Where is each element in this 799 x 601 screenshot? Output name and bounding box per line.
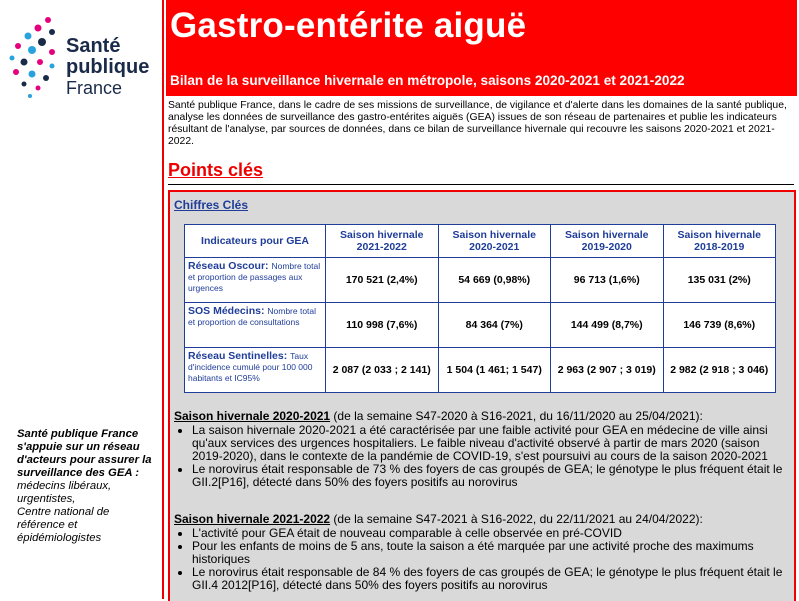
season-2021-2022-section bbox=[174, 513, 788, 592]
title-banner bbox=[166, 0, 797, 96]
indicator-desc: Nombre total et proportion de consultations bbox=[188, 306, 317, 327]
sante-publique-france-logo bbox=[8, 14, 158, 104]
value-cell: 84 364 (7%) bbox=[438, 303, 551, 348]
logo-line-3: France bbox=[66, 78, 123, 98]
column-header: Indicateurs pour GEA bbox=[185, 225, 326, 258]
chiffres-cles-link[interactable]: Chiffres Clés bbox=[174, 198, 249, 212]
sidebar-note-item: urgentistes, bbox=[17, 493, 76, 505]
sidebar bbox=[0, 0, 162, 599]
page-title: Gastro-entérite aiguë bbox=[170, 6, 527, 45]
value-cell: 144 499 (8,7%) bbox=[551, 303, 664, 348]
column-header: Saison hivernale 2020-2021 bbox=[438, 225, 551, 258]
column-header: Saison hivernale 2019-2020 bbox=[551, 225, 664, 258]
season-title: Saison hivernale 2021-2022 bbox=[174, 512, 331, 526]
main-content bbox=[164, 0, 799, 599]
table-header-row bbox=[185, 225, 776, 258]
list-item: • Le norovirus était responsable de 84 % des foyers de cas groupés de GEA; le génotype le plus fréquent était le GII.4 2012[P16], détecté dans 50% des foyers positifs au norovirus bbox=[192, 566, 788, 592]
value-cell: 170 521 (2,4%) bbox=[326, 258, 439, 303]
table-row bbox=[185, 303, 776, 348]
key-figures-table bbox=[184, 224, 776, 393]
dots-logo-icon bbox=[8, 14, 64, 104]
season-title: Saison hivernale 2020-2021 bbox=[174, 409, 331, 423]
value-cell: 1 504 (1 461; 1 547) bbox=[438, 348, 551, 393]
sidebar-note-item: médecins libéraux, bbox=[17, 480, 112, 492]
value-cell: 2 087 (2 033 ; 2 141) bbox=[326, 348, 439, 393]
value-cell: 54 669 (0,98%) bbox=[438, 258, 551, 303]
indicator-cell bbox=[185, 348, 326, 393]
logo-line-1: Santé bbox=[66, 35, 121, 57]
list-item: • L'activité pour GEA était de nouveau comparable à celle observée en pré-COVID bbox=[192, 527, 788, 540]
value-cell: 146 739 (8,6%) bbox=[663, 303, 776, 348]
heading-rule bbox=[168, 184, 794, 185]
indicator-cell bbox=[185, 303, 326, 348]
page-subtitle: Bilan de la surveillance hivernale en métropole, saisons 2020-2021 et 2021-2022 bbox=[170, 73, 685, 88]
indicator-desc: Nombre total et proportion de passages aux urgences bbox=[188, 261, 321, 293]
value-cell: 2 982 (2 918 ; 3 046) bbox=[663, 348, 776, 393]
indicator-cell bbox=[185, 258, 326, 303]
sidebar-note bbox=[17, 428, 157, 545]
indicator-name: Réseau Oscour: bbox=[188, 260, 269, 272]
list-item: • Le norovirus était responsable de 73 % des foyers de cas groupés de GEA; le génotype le plus fréquent était le GII.2[P16], détecté dans 50% des foyers positifs au norovirus bbox=[192, 463, 788, 489]
season-period: (de la semaine S47-2020 à S16-2021, du 16/11/2020 au 25/04/2021): bbox=[330, 409, 703, 423]
sidebar-note-heading: Santé publique France s'appuie sur un réseau d'acteurs pour assurer la surveillance des GEA : bbox=[17, 428, 152, 479]
points-cles-heading: Points clés bbox=[168, 160, 264, 180]
value-cell: 96 713 (1,6%) bbox=[551, 258, 664, 303]
season-period: (de la semaine S47-2021 à S16-2022, du 22/11/2021 au 24/04/2022): bbox=[330, 512, 703, 526]
indicator-name: Réseau Sentinelles: bbox=[188, 350, 288, 362]
season-bullets bbox=[174, 424, 788, 489]
table-row bbox=[185, 348, 776, 393]
list-item: • La saison hivernale 2020-2021 a été caractérisée par une faible activité pour GEA en médecine de ville ainsi qu'aux services des urgences hospitaliers. Le faible niveau d'activité observé à partir de mars 2020 (saison 2019-2020), dans le contexte de la pandémie de COVID-19, s'est poursuivi au cours de la saison 2020-2021 bbox=[192, 424, 788, 463]
key-figures-box bbox=[168, 190, 796, 601]
intro-paragraph: Santé publique France, dans le cadre de ses missions de surveillance, de vigilance et d'alerte dans les domaines de la santé publique, analyse les données de surveillance des gastro-entérites aiguës (GEA) issues de son réseau de partenaires et publie les indicateurs résultant de l'analyse, par sources de données, dans ce bilan de surveillance hivernale qui recouvre les saisons 2020-2021 et 2021-2022. bbox=[168, 100, 787, 147]
indicator-name: SOS Médecins: bbox=[188, 305, 265, 317]
value-cell: 110 998 (7,6%) bbox=[326, 303, 439, 348]
season-2020-2021-section bbox=[174, 410, 788, 489]
column-header: Saison hivernale 2018-2019 bbox=[663, 225, 776, 258]
value-cell: 135 031 (2%) bbox=[663, 258, 776, 303]
column-header: Saison hivernale 2021-2022 bbox=[326, 225, 439, 258]
logo-line-2: publique bbox=[66, 56, 150, 78]
table-row bbox=[185, 258, 776, 303]
indicator-desc: Taux d'incidence cumulé pour 100 000 habitants et IC95% bbox=[188, 351, 313, 383]
value-cell: 2 963 (2 907 ; 3 019) bbox=[551, 348, 664, 393]
list-item: • Pour les enfants de moins de 5 ans, toute la saison a été marquée par une activité proche des maximums historiques bbox=[192, 540, 788, 566]
season-bullets bbox=[174, 527, 788, 592]
sidebar-note-item: Centre national de référence et épidémiologistes bbox=[17, 506, 110, 544]
